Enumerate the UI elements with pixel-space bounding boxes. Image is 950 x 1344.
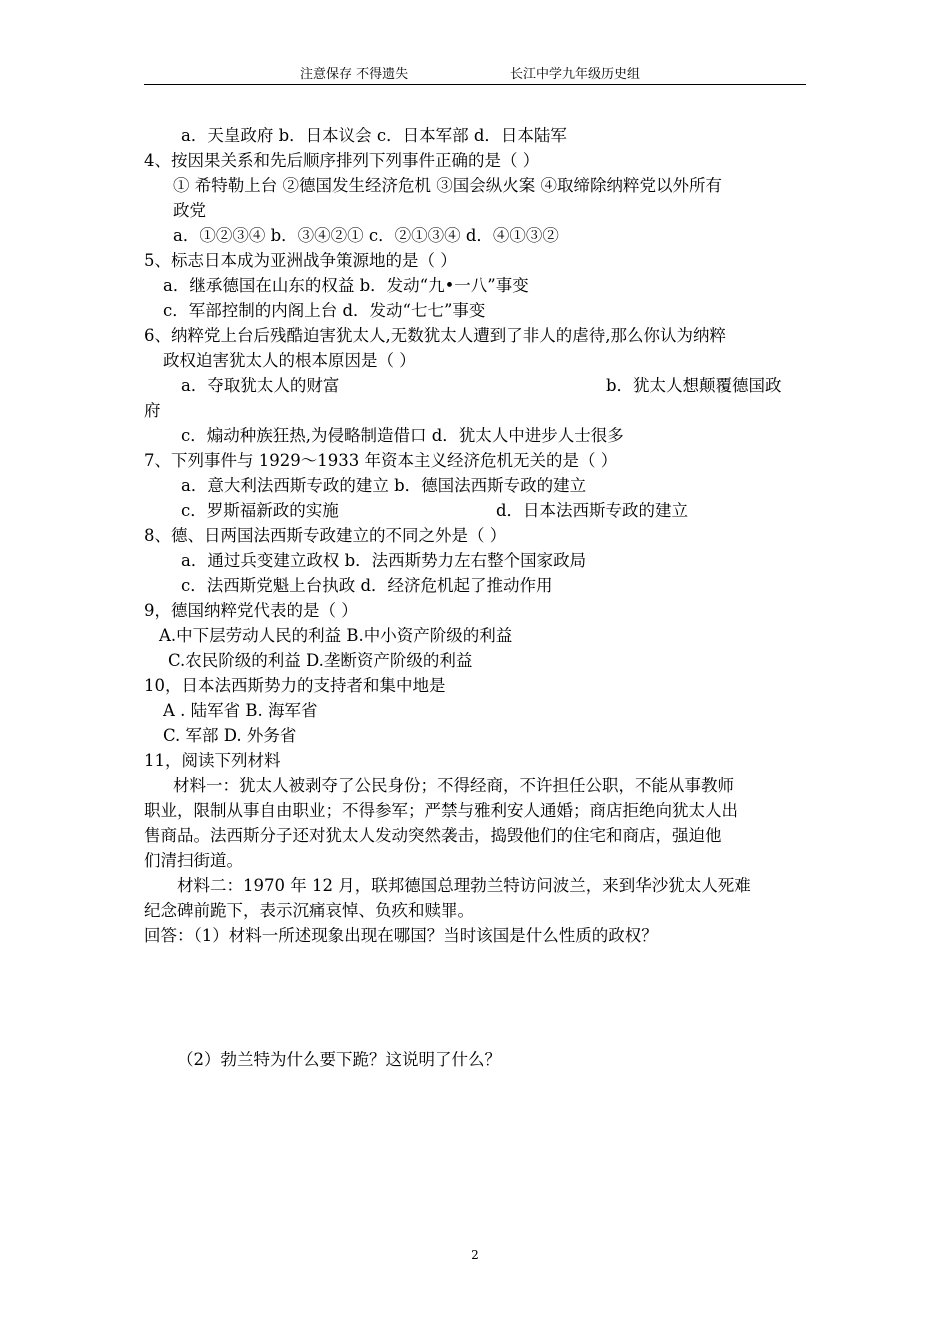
q8-options-cd: c．法西斯党魁上台执政 d．经济危机起了推动作用 bbox=[181, 576, 553, 595]
q4-events-cont: 政党 bbox=[173, 201, 206, 220]
material-one-line-2: 职业，限制从事自由职业；不得参军；严禁与雅利安人通婚；商店拒绝向犹太人出 bbox=[144, 801, 738, 820]
q5-options-ab: a．继承德国在山东的权益 b．发动“九•一八”事变 bbox=[163, 276, 529, 295]
header-left-text: 注意保存 不得遗失 bbox=[300, 67, 409, 82]
q3-options: a．天皇政府 b．日本议会 c．日本军部 d．日本陆军 bbox=[181, 126, 567, 145]
material-two-line-1: 材料二：1970 年 12 月，联邦德国总理勃兰特访问波兰，来到华沙犹太人死难 bbox=[177, 876, 751, 895]
question-part-2: （2）勃兰特为什么要下跪？这说明了什么？ bbox=[177, 1050, 501, 1069]
q6-stem-cont: 政权迫害犹太人的根本原因是（ ） bbox=[163, 351, 416, 370]
q7-option-d: d．日本法西斯专政的建立 bbox=[496, 501, 689, 520]
q7-options-ab: a．意大利法西斯专政的建立 b．德国法西斯专政的建立 bbox=[181, 476, 587, 495]
header-divider bbox=[144, 84, 806, 85]
q8-options-ab: a．通过兵变建立政权 b．法西斯势力左右整个国家政局 bbox=[181, 551, 587, 570]
q6-option-a: a．夺取犹太人的财富 bbox=[181, 376, 340, 395]
q6-stem: 6、纳粹党上台后残酷迫害犹太人,无数犹太人遭到了非人的虐待,那么你认为纳粹 bbox=[144, 326, 726, 345]
material-one-line-3: 售商品。法西斯分子还对犹太人发动突然袭击，捣毁他们的住宅和商店，强迫他 bbox=[144, 826, 722, 845]
page-number: 2 bbox=[471, 1248, 479, 1262]
q5-options-cd: c．军部控制的内阁上台 d．发动“七七”事变 bbox=[163, 301, 486, 320]
q10-options-ab: A . 陆军省 B. 海军省 bbox=[163, 701, 318, 720]
page-header bbox=[0, 66, 950, 84]
material-two-line-2: 纪念碑前跪下，表示沉痛哀悼、负疚和赎罪。 bbox=[144, 901, 474, 920]
q6-option-b: b．犹太人想颠覆德国政 bbox=[606, 376, 782, 395]
q9-options-cd: C.农民阶级的利益 D.垄断资产阶级的利益 bbox=[168, 651, 473, 670]
q11-stem: 11，阅读下列材料 bbox=[144, 751, 281, 770]
q10-stem: 10，日本法西斯势力的支持者和集中地是 bbox=[144, 676, 446, 695]
q6-options-cd: c．煽动种族狂热,为侵略制造借口 d．犹太人中进步人士很多 bbox=[181, 426, 624, 445]
q9-options-ab: A.中下层劳动人民的利益 B.中小资产阶级的利益 bbox=[159, 626, 513, 645]
q7-option-c: c．罗斯福新政的实施 bbox=[181, 501, 339, 520]
q4-events: ① 希特勒上台 ②德国发生经济危机 ③国会纵火案 ④取缔除纳粹党以外所有 bbox=[173, 176, 722, 195]
question-part-1: 回答：（1）材料一所述现象出现在哪国？当时该国是什么性质的政权？ bbox=[144, 926, 658, 945]
q5-stem: 5、标志日本成为亚洲战争策源地的是（ ） bbox=[144, 251, 457, 270]
q8-stem: 8、德、日两国法西斯专政建立的不同之外是（ ） bbox=[144, 526, 507, 545]
q4-options: a．①②③④ b．③④②① c．②①③④ d．④①③② bbox=[173, 226, 559, 245]
header-right-text: 长江中学九年级历史组 bbox=[510, 67, 641, 82]
q4-stem: 4、按因果关系和先后顺序排列下列事件正确的是（ ） bbox=[144, 151, 540, 170]
material-one-line-1: 材料一：犹太人被剥夺了公民身份；不得经商，不许担任公职，不能从事教师 bbox=[173, 776, 734, 795]
q9-stem: 9，德国纳粹党代表的是（ ） bbox=[144, 601, 358, 620]
material-one-line-4: 们清扫街道。 bbox=[144, 851, 243, 870]
q7-stem: 7、下列事件与 1929～1933 年资本主义经济危机无关的是（ ） bbox=[144, 451, 618, 470]
q6-option-b-cont: 府 bbox=[144, 401, 161, 420]
q10-options-cd: C. 军部 D. 外务省 bbox=[163, 726, 297, 745]
